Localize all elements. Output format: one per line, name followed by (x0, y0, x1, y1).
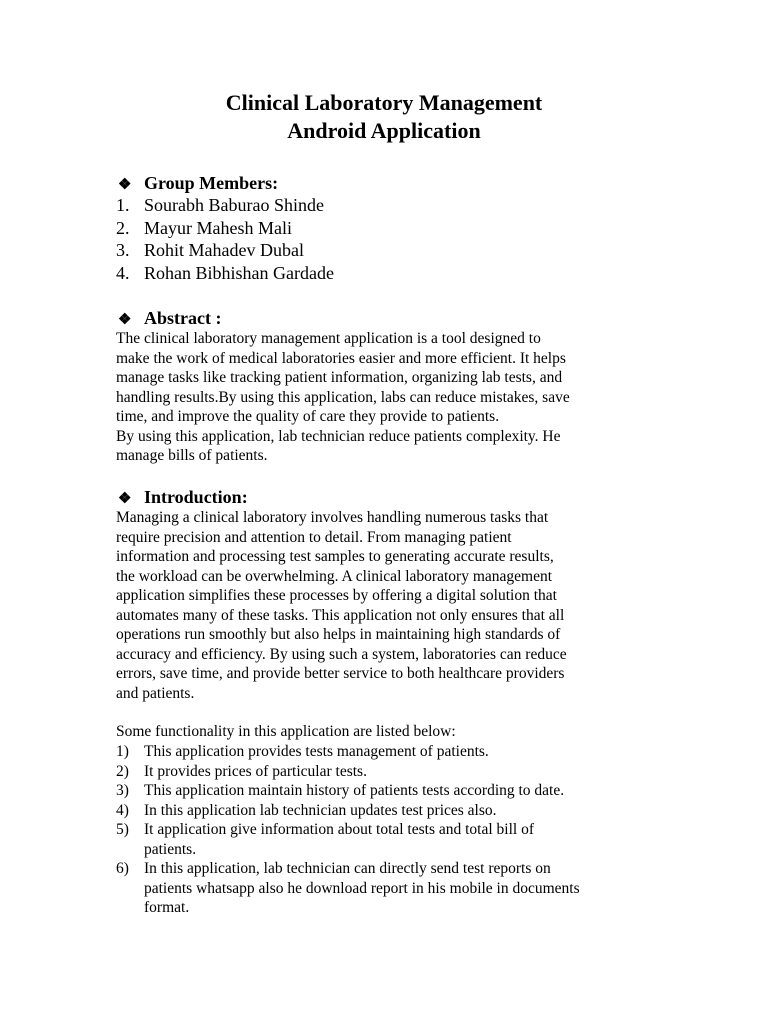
functionality-line: format. (144, 899, 190, 916)
functionality-list (116, 742, 580, 918)
diamond-bullet-icon: ❖ (118, 491, 132, 507)
member-number: 4. (116, 262, 130, 283)
abstract-heading-text: Abstract : (144, 308, 222, 328)
functionality-item (116, 801, 580, 821)
document-title: Clinical Laboratory Management (225, 90, 543, 115)
group-members-list (116, 194, 334, 284)
functionality-line: This application provides tests management of patients. (144, 743, 489, 760)
paragraph-line: time, and improve the quality of care they provide to patients. (116, 408, 500, 425)
group-members-heading-text: Group Members: (144, 173, 279, 193)
member-name: Rohit Mahadev Dubal (144, 240, 304, 260)
functionality-item (116, 742, 580, 762)
functionality-line: It application give information about total tests and total bill of (144, 821, 534, 838)
member-number: 3. (116, 240, 130, 260)
paragraph-line: and patients. (116, 684, 195, 702)
member-name: Rohan Bibhishan Gardade (144, 262, 334, 283)
introduction-paragraph (116, 508, 676, 703)
abstract-paragraph (116, 329, 676, 466)
member-number: 2. (116, 217, 130, 238)
functionality-line: In this application, lab technician can directly send test reports on (144, 860, 551, 877)
member-item (116, 262, 334, 285)
paragraph-line: automates many of these tasks. This application not only ensures that all (116, 606, 565, 624)
functionality-number: 4) (116, 801, 129, 819)
member-name: Sourabh Baburao Shinde (144, 195, 324, 215)
functionality-line: In this application lab technician updates test prices also. (144, 801, 497, 819)
paragraph-line: application simplifies these processes by offering a digital solution that (116, 587, 557, 604)
paragraph-line: errors, save time, and provide better service to both healthcare providers (116, 665, 565, 682)
functionality-text (144, 762, 580, 782)
functionality-item (116, 859, 580, 918)
paragraph-line: information and processing test samples to generating accurate results, (116, 548, 554, 565)
functionality-text (144, 859, 580, 918)
abstract-heading (118, 307, 221, 331)
functionality-intro: Some functionality in this application are listed below: (116, 723, 456, 740)
introduction-heading (118, 486, 248, 510)
member-item (116, 239, 334, 262)
functionality-item (116, 820, 580, 859)
member-item (116, 217, 334, 240)
paragraph-line: handling results.By using this application, labs can reduce mistakes, save (116, 388, 570, 406)
paragraph-line: manage tasks like tracking patient information, organizing lab tests, and (116, 369, 563, 386)
paragraph-line: manage bills of patients. (116, 447, 268, 464)
paragraph-line: the workload can be overwhelming. A clinical laboratory management (116, 567, 553, 585)
functionality-text (144, 801, 580, 821)
functionality-number: 2) (116, 762, 129, 780)
group-members-heading (118, 172, 278, 196)
functionality-number: 3) (116, 782, 129, 799)
member-number: 1. (116, 195, 130, 215)
paragraph-line: The clinical laboratory management application is a tool designed to (116, 330, 541, 347)
paragraph-line: make the work of medical laboratories easier and more efficient. It helps (116, 349, 566, 367)
functionality-text (144, 742, 580, 762)
functionality-text (144, 820, 580, 859)
functionality-number: 5) (116, 821, 129, 838)
functionality-line: It provides prices of particular tests. (144, 762, 367, 780)
diamond-bullet-icon: ❖ (118, 312, 132, 328)
functionality-line: This application maintain history of patients tests according to date. (144, 782, 565, 799)
paragraph-line: accuracy and efficiency. By using such a system, laboratories can reduce (116, 645, 567, 663)
diamond-bullet-icon: ❖ (118, 177, 132, 193)
paragraph-line: By using this application, lab technician reduce patients complexity. He (116, 427, 561, 445)
functionality-line: patients. (144, 840, 197, 858)
paragraph-line: require precision and attention to detail. From managing patient (116, 528, 512, 546)
document-subtitle: Android Application (287, 118, 481, 143)
functionality-item (116, 781, 580, 801)
paragraph-line: operations run smoothly but also helps in maintaining high standards of (116, 626, 561, 643)
member-name: Mayur Mahesh Mali (144, 217, 292, 238)
functionality-line: patients whatsapp also he download report in his mobile in documents (144, 879, 580, 897)
functionality-number: 1) (116, 743, 129, 760)
functionality-item (116, 762, 580, 782)
introduction-heading-text: Introduction: (144, 487, 248, 507)
functionality-number: 6) (116, 860, 129, 877)
member-item (116, 194, 334, 217)
paragraph-line: Managing a clinical laboratory involves handling numerous tasks that (116, 509, 549, 526)
functionality-text (144, 781, 580, 801)
